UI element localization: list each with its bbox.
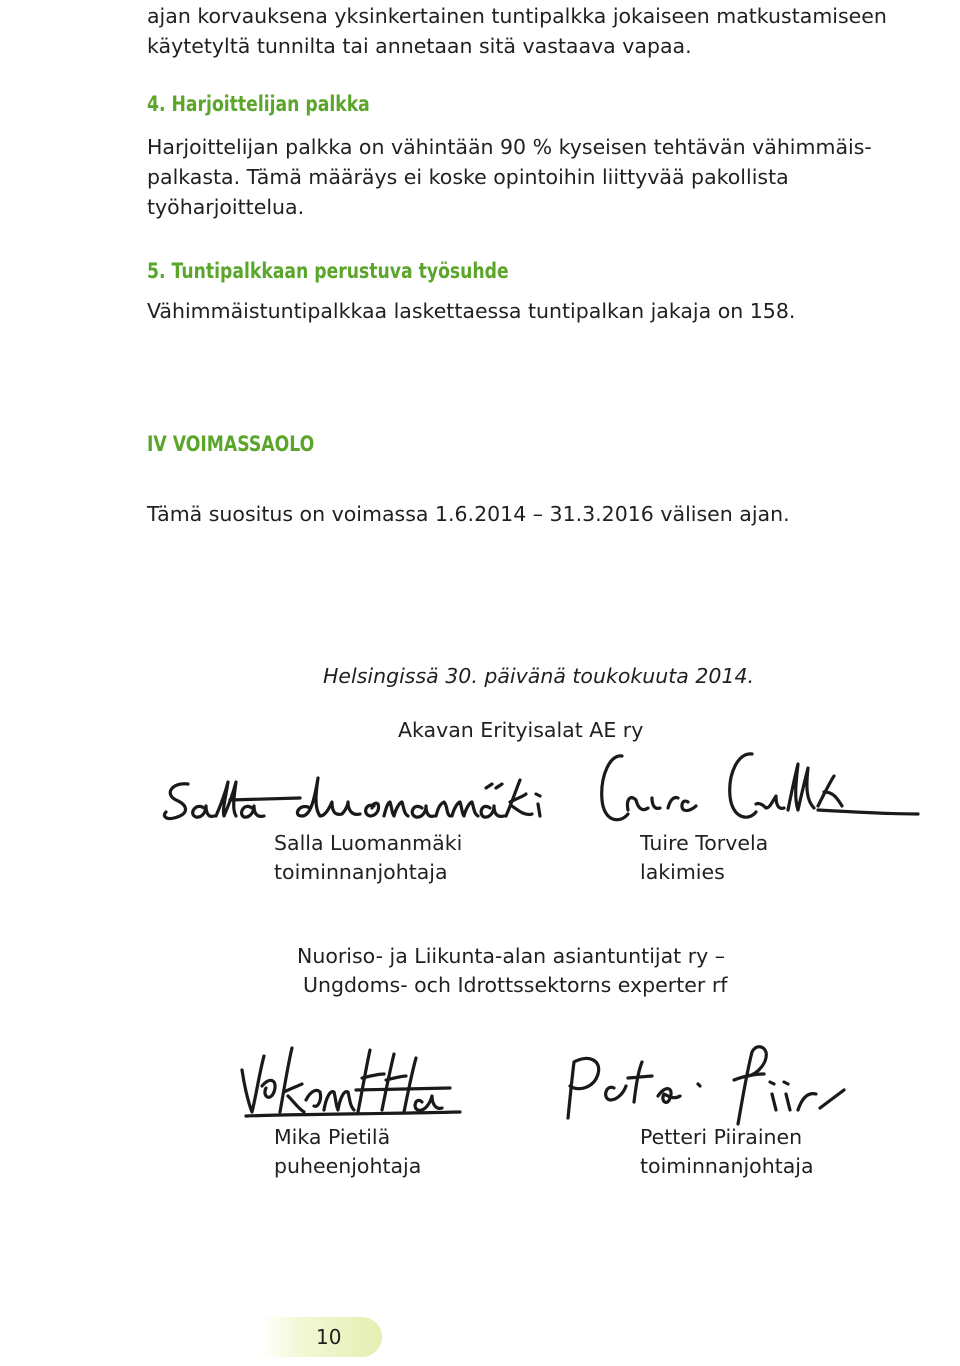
signer-4-title: toiminnanjohtaja <box>640 1154 814 1178</box>
section-4-number: 4. <box>147 92 166 116</box>
signature-tuire-torvela <box>592 748 922 832</box>
intro-line-2: käytetyltä tunnilta tai annetaan sitä vastaava vapaa. <box>147 34 692 58</box>
place-date: Helsingissä 30. päivänä toukokuuta 2014. <box>323 664 755 688</box>
validity-text: Tämä suositus on voimassa 1.6.2014 – 31.3.2016 välisen ajan. <box>147 502 790 526</box>
section-5-heading <box>147 256 509 286</box>
signer-4-name: Petteri Piirainen <box>640 1125 803 1149</box>
section-4-line-1: Harjoittelijan palkka on vähintään 90 % kyseisen tehtävän vähimmäis- <box>147 135 872 159</box>
intro-line-1: ajan korvauksena yksinkertainen tuntipalkka jokaiseen matkustamiseen <box>147 4 887 28</box>
section-4-heading <box>147 89 370 119</box>
signer-1-name: Salla Luomanmäki <box>274 831 463 855</box>
signer-3-title: puheenjohtaja <box>274 1154 422 1178</box>
org-2-name-line-1: Nuoriso- ja Liikunta-alan asiantuntijat ry – <box>297 944 726 968</box>
signer-2-title: lakimies <box>640 860 725 884</box>
signer-2-name: Tuire Torvela <box>640 831 769 855</box>
section-4-line-2: palkasta. Tämä määräys ei koske opintoihin liittyvää pakollista <box>147 165 789 189</box>
section-5-title: Tuntipalkkaan perustuva työsuhde <box>171 259 509 283</box>
section-4-title: Harjoittelijan palkka <box>171 92 370 116</box>
signature-mika-pietila <box>236 1030 466 1120</box>
signer-1-title: toiminnanjohtaja <box>274 860 448 884</box>
signer-3-name: Mika Pietilä <box>274 1125 391 1149</box>
org-2-name-line-2: Ungdoms- och Idrottssektorns experter rf <box>303 973 728 997</box>
section-5-number: 5. <box>147 259 166 283</box>
section-4-line-3: työharjoittelua. <box>147 195 305 219</box>
page-number: 10 <box>316 1325 342 1349</box>
signature-petteri-piirainen <box>558 1036 848 1126</box>
org-1-name: Akavan Erityisalat AE ry <box>398 718 644 742</box>
section-5-line-1: Vähimmäistuntipalkkaa laskettaessa tuntipalkan jakaja on 158. <box>147 299 796 323</box>
validity-heading: IV VOIMASSAOLO <box>147 432 315 456</box>
signature-salla-luomanmaki <box>160 772 550 832</box>
